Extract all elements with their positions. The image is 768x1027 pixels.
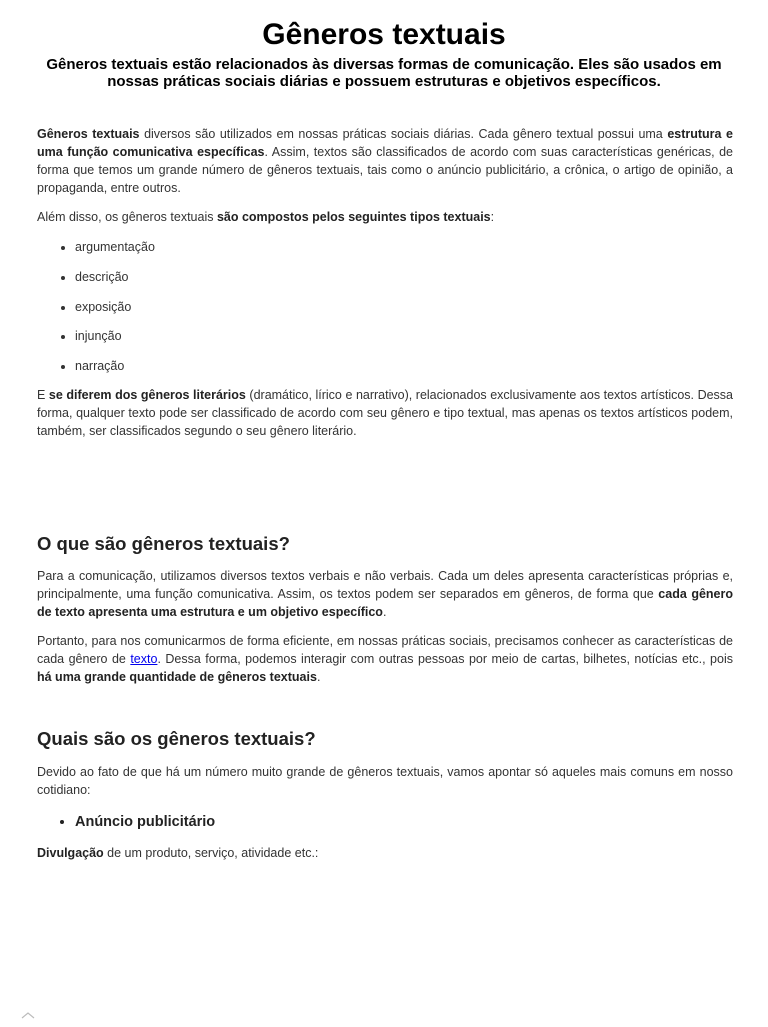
list-item: • descrição xyxy=(75,268,155,298)
chevron-up-icon xyxy=(18,1008,38,1022)
intro-paragraph-2 xyxy=(37,208,733,226)
page-title: Gêneros textuais xyxy=(262,18,506,51)
bold-text: cada gênero de texto apresenta uma estrutura e um objetivo específico xyxy=(37,587,734,619)
section2-paragraph-2 xyxy=(37,844,733,862)
text: : xyxy=(490,210,495,224)
list-item: • argumentação xyxy=(75,238,155,268)
section1-paragraph-2 xyxy=(37,632,733,686)
list-item: • exposição xyxy=(75,298,155,328)
page-subtitle: Gêneros textuais estão relacionados às diversas formas de comunicação. Eles são usados em nossas práticas sociais diárias e possuem estruturas e objetivos específicos. xyxy=(46,56,722,90)
text: de um produto, serviço, atividade etc.: xyxy=(103,846,319,860)
text-types-list xyxy=(37,238,155,387)
text: . xyxy=(316,670,321,684)
section1-paragraph-1 xyxy=(37,567,733,621)
text: . Dessa forma, podemos interagir com outras pessoas por meio de cartas, bilhetes, notícias etc., pois xyxy=(157,652,733,666)
bold-text: Gêneros textuais xyxy=(37,127,140,141)
bold-text: são compostos pelos seguintes tipos textuais xyxy=(216,210,491,224)
intro-paragraph-3 xyxy=(37,386,733,440)
text: . xyxy=(382,605,387,619)
genre-list xyxy=(37,812,215,832)
text: Portanto, para nos comunicarmos de forma eficiente, em nossas práticas sociais, precisamos conhecer as características de cada gênero de xyxy=(37,634,733,666)
section-heading-what-are: O que são gêneros textuais? xyxy=(37,533,290,554)
text: Devido ao fato de que há um número muito grande de gêneros textuais, vamos apontar só aqueles mais comuns em nosso cotidiano: xyxy=(37,765,733,797)
texto-link[interactable]: texto xyxy=(130,652,158,666)
section2-paragraph-1 xyxy=(37,763,733,799)
scroll-top-button[interactable] xyxy=(18,1008,38,1022)
text: Para a comunicação, utilizamos diversos textos verbais e não verbais. Cada um deles apresenta características próprias e, principalmente, uma função comunicativa. Assim, os textos podem ser separados em gêneros, de forma que xyxy=(37,569,733,601)
intro-paragraph-1 xyxy=(37,125,733,197)
section-heading-which-are: Quais são os gêneros textuais? xyxy=(37,728,316,749)
text: Além disso, os gêneros textuais xyxy=(37,210,217,224)
text: . Assim, textos são classificados de acordo com suas características genéricas, de forma que temos um grande número de gêneros textuais, tais como o anúncio publicitário, a crônica, o artigo de opinião, a propaganda, entre outros. xyxy=(37,145,734,195)
bold-text: se diferem dos gêneros literários xyxy=(48,388,246,402)
bold-text: Divulgação xyxy=(37,846,104,860)
list-item-anuncio: • Anúncio publicitário xyxy=(75,812,215,832)
list-item: • narração xyxy=(75,357,155,387)
text: (dramático, lírico e narrativo), relacionados exclusivamente aos textos artísticos. Dessa forma, qualquer texto pode ser classificado de acordo com seu gênero e tipo textual, mas apenas os textos artísticos podem, também, ser classificados segundo o seu gênero literário. xyxy=(37,388,734,438)
text: diversos são utilizados em nossas práticas sociais diárias. Cada gênero textual possui uma xyxy=(139,127,668,141)
bold-text: há uma grande quantidade de gêneros textuais xyxy=(37,670,317,684)
bold-text: estrutura e uma função comunicativa específicas xyxy=(37,127,733,159)
text: E xyxy=(37,388,49,402)
list-item: • injunção xyxy=(75,327,155,357)
